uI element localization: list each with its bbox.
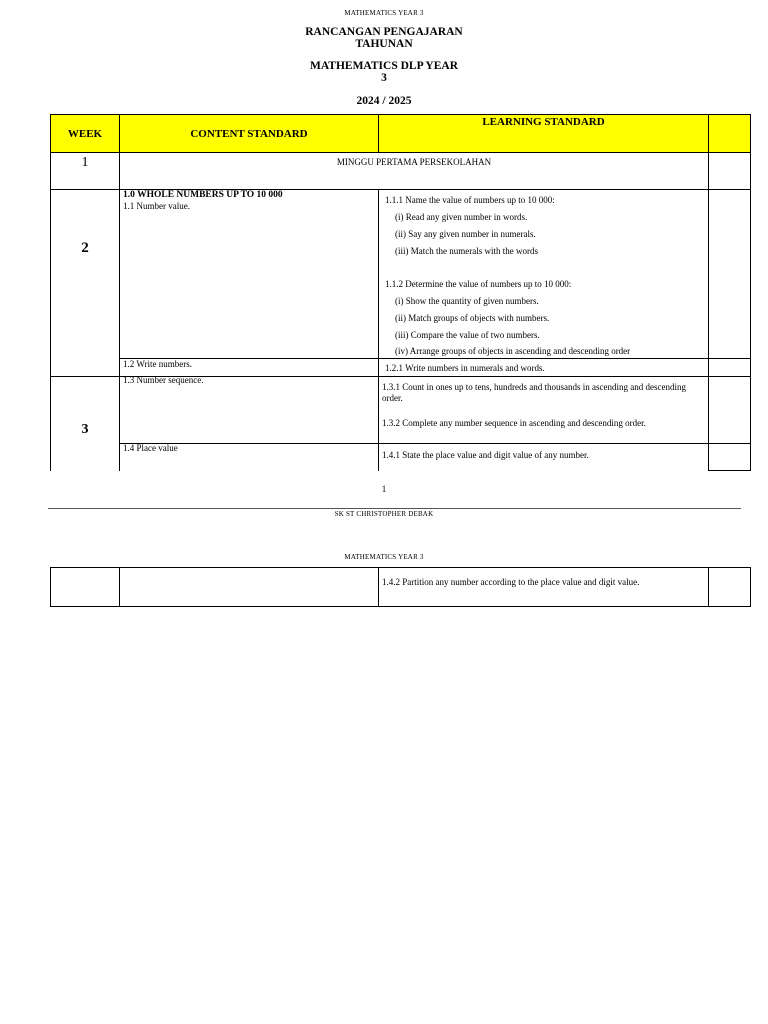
header-content-standard [120,114,379,153]
ls-1-1-2-i: (i) Show the quantity of given numbers. [395,296,539,306]
ls-1-2-1: 1.2.1 Write numbers in numerals and words. [385,363,545,373]
week3-extra-a [709,377,751,444]
learning-standard-1-4-2 [379,567,709,607]
ls-1-1-1: 1.1.1 Name the value of numbers up to 10 000: [385,195,555,205]
ls-1-1-1-iii: (iii) Match the numerals with the words [395,246,538,256]
week3-cell [50,377,120,471]
ls-1-1-2-ii: (ii) Match groups of objects with numbers. [395,313,550,323]
learning-standard-1-1 [379,190,709,359]
week2-number: 2 [81,240,89,256]
page2-header: MATHEMATICS YEAR 3 [344,553,424,561]
header-learning-standard [379,114,709,153]
ls-1-1-2: 1.1.2 Determine the value of numbers up to 10 000: [385,279,572,289]
ls-1-4-1: 1.4.1 State the place value and digit value of any number. [382,450,589,460]
document-title-line2: TAHUNAN [355,38,413,50]
week1-cell [50,153,120,190]
document-subtitle-line1: MATHEMATICS DLP YEAR [309,60,459,72]
learning-standard-1-3 [379,377,709,444]
session-year: 2024 / 2025 [356,95,412,107]
week1-extra [709,153,751,190]
week3-extra-b [709,444,751,471]
ls-1-1-2-iii: (iii) Compare the value of two numbers. [395,330,540,340]
header-week [50,114,120,153]
document-subtitle-line2: 3 [381,72,387,84]
week2-cell [50,190,120,377]
cs-1-1: 1.1 Number value. [123,201,190,211]
ls-1-4-2: 1.4.2 Partition any number according to the place value and digit value. [382,577,640,587]
content-standard-1-3 [120,377,379,444]
header-extra [709,114,751,153]
ls-1-1-2-iv: (iv) Arrange groups of objects in ascending and descending order [395,346,631,356]
content-standard-1-1 [120,190,379,359]
week2-extra-a [709,190,751,359]
ls-1-1-1-i: (i) Read any given number in words. [395,212,528,222]
topic-heading: 1.0 WHOLE NUMBERS UP TO 10 000 [123,190,283,200]
week1-number: 1 [81,155,89,170]
week3-number: 3 [81,422,89,437]
learning-standard-1-2 [379,359,709,377]
page-number: 1 [381,484,387,494]
week2-extra-b [709,359,751,377]
cs-1-3: 1.3 Number sequence. [123,375,204,385]
ls-1-3-2: 1.3.2 Complete any number sequence in ascending and descending order. [382,418,646,428]
header-week-label: WEEK [67,127,103,140]
page-header: MATHEMATICS YEAR 3 [344,9,424,17]
header-learning-label: LEARNING STANDARD [482,116,605,128]
ls-1-3-1: 1.3.1 Count in ones up to tens, hundreds and thousands in ascending and descending order. [382,382,686,403]
header-content-label: CONTENT STANDARD [190,127,308,140]
page-footer: SK ST CHRISTOPHER DEBAK [334,510,434,518]
cs-1-4: 1.4 Place value [123,443,178,453]
page2-extra-cell [709,567,751,607]
page2-week-cell [50,567,120,607]
content-standard-1-4 [120,444,379,471]
footer-divider [48,508,741,509]
document-title-line1: RANCANGAN PENGAJARAN [305,26,463,38]
week1-note [120,153,709,190]
page2-content-cell [120,567,379,607]
cs-1-2: 1.2 Write numbers. [123,359,192,369]
week1-text: MINGGU PERTAMA PERSEKOLAHAN [336,157,492,167]
ls-1-1-1-ii: (ii) Say any given number in numerals. [395,229,536,239]
learning-standard-1-4 [379,444,709,471]
